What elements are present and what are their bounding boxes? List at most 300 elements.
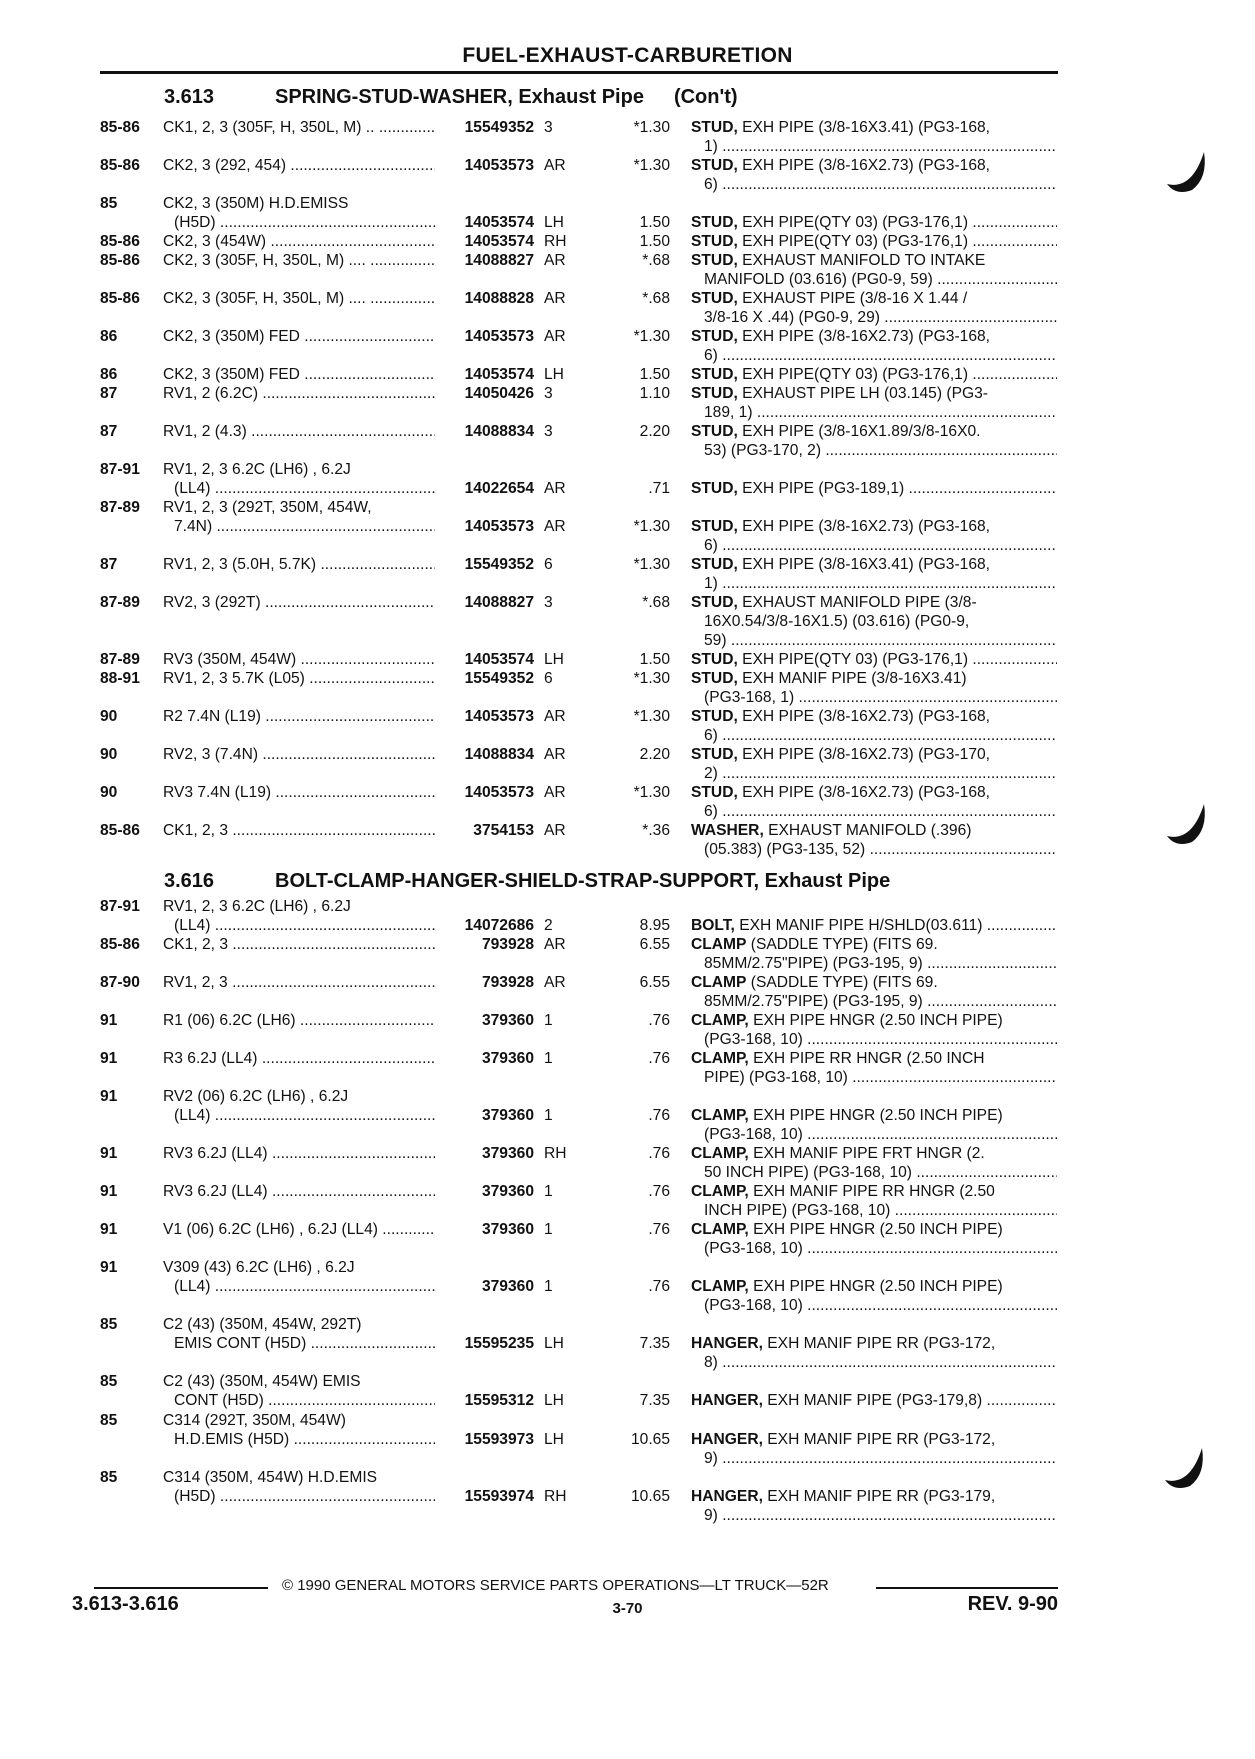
part-description: 50 INCH PIPE) (PG3-168, 10): [704, 1164, 912, 1181]
part-description: 6): [704, 803, 718, 820]
part-name: STUD,: [691, 708, 738, 725]
part-description: EXH PIPE (3/8-16X3.41) (PG3-168,: [742, 556, 991, 573]
application: R2 7.4N (L19) .....: [163, 707, 435, 726]
model-years: 88-91: [100, 670, 140, 687]
part-description: EXHAUST MANIFOLD (.396): [768, 822, 972, 839]
description: [691, 1487, 1057, 1506]
application: RV3 6.2J (LL4) .....: [163, 1182, 435, 1201]
model-years: 85-86: [100, 252, 140, 269]
description: [691, 1277, 1057, 1296]
price: .76: [648, 1145, 670, 1162]
quantity: AR: [544, 708, 566, 725]
description: [691, 1430, 1057, 1449]
description: [691, 213, 1057, 232]
part-description: EXH MANIF PIPE RR (PG3-172,: [767, 1335, 996, 1352]
part-name: CLAMP,: [691, 1221, 749, 1238]
part-description: EXH PIPE (PG3-189,1): [742, 480, 905, 497]
price: 1.50: [639, 233, 670, 250]
price: 7.35: [639, 1335, 670, 1352]
footer-rule-right: [876, 1587, 1058, 1589]
part-description: (PG3-168, 10): [704, 1126, 803, 1143]
binder-mark-icon: [1160, 1444, 1210, 1494]
description: [691, 669, 1057, 688]
model-years: 85: [100, 1316, 118, 1333]
quantity: RH: [544, 1145, 567, 1162]
part-name: STUD,: [691, 328, 738, 345]
part-number: 14088827: [464, 594, 534, 611]
part-description: 6): [704, 176, 718, 193]
description: [704, 403, 1057, 422]
description: [704, 308, 1057, 327]
part-number: 14053573: [464, 784, 534, 801]
part-description: 85MM/2.75"PIPE) (PG3-195, 9): [704, 955, 923, 972]
description: [691, 707, 1057, 726]
description: [691, 232, 1057, 251]
application: RV3 7.4N (L19) .....: [163, 783, 435, 802]
part-description: EXH MANIF PIPE (3/8-16X3.41): [742, 670, 967, 687]
model-years: 85: [100, 195, 118, 212]
price: .76: [648, 1221, 670, 1238]
part-description: 8): [704, 1354, 718, 1371]
price: 2.20: [639, 423, 670, 440]
part-description: EXHAUST MANIFOLD PIPE (3/8-: [742, 594, 977, 611]
part-name: STUD,: [691, 480, 738, 497]
model-years: 87-89: [100, 651, 140, 668]
model-years: 91: [100, 1088, 118, 1105]
description: [691, 251, 1057, 270]
part-number: 14053573: [464, 157, 534, 174]
part-name: STUD,: [691, 252, 738, 269]
quantity: AR: [544, 290, 566, 307]
quantity: AR: [544, 157, 566, 174]
part-name: CLAMP,: [691, 1278, 749, 1295]
model-years: 87: [100, 556, 118, 573]
part-name: CLAMP: [691, 936, 747, 953]
application: RV1, 2, 3 6.2C (LH6) , 6.2J: [163, 461, 351, 478]
model-years: 91: [100, 1012, 118, 1029]
description: [691, 422, 1057, 441]
section-heading-3-613: [164, 86, 738, 109]
part-number: 14088834: [464, 423, 534, 440]
part-name: STUD,: [691, 233, 738, 250]
part-name: STUD,: [691, 119, 738, 136]
description: [704, 1125, 1057, 1144]
description: [704, 270, 1057, 289]
description: [704, 1030, 1057, 1049]
part-description: EXH PIPE HNGR (2.50 INCH PIPE): [753, 1012, 1003, 1029]
description: [704, 726, 1057, 745]
quantity: LH: [544, 1431, 564, 1448]
quantity: AR: [544, 936, 566, 953]
part-description: EXHAUST PIPE LH (03.145) (PG3-: [742, 385, 988, 402]
application: (H5D) .....: [174, 213, 435, 232]
description: [691, 1220, 1057, 1239]
price: 1.50: [639, 651, 670, 668]
price: *.68: [642, 290, 670, 307]
binder-mark-icon: [1162, 148, 1212, 198]
application: C2 (43) (350M, 454W) EMIS: [163, 1373, 361, 1390]
model-years: 87-91: [100, 898, 140, 915]
description: [691, 1106, 1057, 1125]
model-years: 90: [100, 708, 118, 725]
quantity: 2: [544, 917, 553, 934]
quantity: AR: [544, 480, 566, 497]
quantity: 3: [544, 423, 553, 440]
part-number: 14088834: [464, 746, 534, 763]
description: [704, 840, 1057, 859]
application: (LL4) .....: [174, 916, 435, 935]
price: 1.50: [639, 366, 670, 383]
model-years: 85-86: [100, 936, 140, 953]
description: [704, 346, 1057, 365]
model-years: 86: [100, 366, 118, 383]
application: RV2, 3 (7.4N) .....: [163, 745, 435, 764]
application: RV2 (06) 6.2C (LH6) , 6.2J: [163, 1088, 349, 1105]
part-number: 3754153: [473, 822, 534, 839]
application: RV3 (350M, 454W) .....: [163, 650, 435, 669]
part-number: 14088828: [464, 290, 534, 307]
description: [691, 650, 1057, 669]
part-description: EXHAUST PIPE (3/8-16 X 1.44 /: [742, 290, 968, 307]
price: *1.30: [633, 518, 670, 535]
quantity: RH: [544, 1488, 567, 1505]
part-description: 85MM/2.75"PIPE) (PG3-195, 9): [704, 993, 923, 1010]
part-number: 379360: [481, 1183, 534, 1200]
model-years: 91: [100, 1145, 118, 1162]
price: *.36: [642, 822, 670, 839]
part-name: HANGER,: [691, 1488, 763, 1505]
price: *.68: [642, 252, 670, 269]
description: [691, 555, 1057, 574]
description: [704, 1449, 1057, 1468]
part-description: 1): [704, 138, 718, 155]
model-years: 91: [100, 1259, 118, 1276]
part-description: (PG3-168, 10): [704, 1240, 803, 1257]
part-description: 6): [704, 347, 718, 364]
part-description: EXH PIPE(QTY 03) (PG3-176,1): [742, 233, 969, 250]
application: RV1, 2, 3 .....: [163, 973, 435, 992]
part-description: (PG3-168, 10): [704, 1297, 803, 1314]
part-name: CLAMP,: [691, 1107, 749, 1124]
application: (LL4) .....: [174, 1106, 435, 1125]
part-number: 379360: [481, 1107, 534, 1124]
part-name: STUD,: [691, 214, 738, 231]
price: .76: [648, 1278, 670, 1295]
part-number: 14053574: [464, 651, 534, 668]
part-number: 379360: [481, 1012, 534, 1029]
model-years: 87: [100, 385, 118, 402]
part-number: 14053573: [464, 708, 534, 725]
quantity: AR: [544, 746, 566, 763]
section-number: 3.616: [164, 870, 215, 892]
part-name: STUD,: [691, 157, 738, 174]
part-name: BOLT,: [691, 917, 735, 934]
description: [691, 1144, 1057, 1163]
price: 1.50: [639, 214, 670, 231]
price: .76: [648, 1107, 670, 1124]
part-description: EXH PIPE HNGR (2.50 INCH PIPE): [753, 1278, 1003, 1295]
price: 8.95: [639, 917, 670, 934]
application: V309 (43) 6.2C (LH6) , 6.2J: [163, 1259, 355, 1276]
part-name: STUD,: [691, 423, 738, 440]
part-description: 9): [704, 1507, 718, 1524]
description: [704, 137, 1057, 156]
part-number: 14053574: [464, 214, 534, 231]
quantity: 1: [544, 1278, 553, 1295]
top-rule: [100, 71, 1058, 74]
part-description: EXH PIPE(QTY 03) (PG3-176,1): [742, 366, 969, 383]
description: [691, 156, 1057, 175]
quantity: LH: [544, 651, 564, 668]
model-years: 87-89: [100, 499, 140, 516]
part-description: EXH MANIF PIPE RR (PG3-172,: [767, 1431, 996, 1448]
section-continued: (Con't): [673, 86, 738, 108]
quantity: AR: [544, 252, 566, 269]
part-number: 15593973: [464, 1431, 534, 1448]
application: EMIS CONT (H5D) .....: [174, 1334, 435, 1353]
part-name: STUD,: [691, 746, 738, 763]
quantity: 3: [544, 119, 553, 136]
part-description: 16X0.54/3/8-16X1.5) (03.616) (PG0-9,: [704, 613, 970, 630]
part-number: 14088827: [464, 252, 534, 269]
quantity: LH: [544, 214, 564, 231]
description: [704, 1068, 1057, 1087]
description: [704, 574, 1057, 593]
description: [691, 289, 1057, 308]
part-number: 14053574: [464, 366, 534, 383]
part-description: EXH PIPE (3/8-16X2.73) (PG3-170,: [742, 746, 991, 763]
footer-section-range: 3.613-3.616: [72, 1593, 179, 1615]
price: 10.65: [630, 1431, 670, 1448]
price: *1.30: [633, 556, 670, 573]
part-name: CLAMP: [691, 974, 747, 991]
part-name: CLAMP,: [691, 1012, 749, 1029]
price: 7.35: [639, 1392, 670, 1409]
part-name: STUD,: [691, 290, 738, 307]
description: [691, 517, 1057, 536]
model-years: 87: [100, 423, 118, 440]
application: RV1, 2 (6.2C) .....: [163, 384, 435, 403]
application: H.D.EMIS (H5D) .....: [174, 1430, 435, 1449]
application: RV2, 3 (292T) .....: [163, 593, 435, 612]
application: V1 (06) 6.2C (LH6) , 6.2J (LL4) .....: [163, 1220, 435, 1239]
description: [691, 1334, 1057, 1353]
part-name: CLAMP,: [691, 1183, 749, 1200]
part-description: EXH PIPE(QTY 03) (PG3-176,1): [742, 214, 969, 231]
part-number: 379360: [481, 1221, 534, 1238]
price: 1.10: [639, 385, 670, 402]
application: (H5D) .....: [174, 1487, 435, 1506]
price: *.68: [642, 594, 670, 611]
description: [704, 1506, 1057, 1525]
application: R1 (06) 6.2C (LH6) .....: [163, 1011, 435, 1030]
description: [691, 327, 1057, 346]
quantity: RH: [544, 233, 567, 250]
part-description: EXH PIPE (3/8-16X2.73) (PG3-168,: [742, 518, 991, 535]
part-description: (SADDLE TYPE) (FITS 69.: [750, 974, 938, 991]
section-title: SPRING-STUD-WASHER, Exhaust Pipe: [275, 86, 644, 108]
part-description: 189, 1): [704, 404, 753, 421]
quantity: AR: [544, 784, 566, 801]
model-years: 91: [100, 1221, 118, 1238]
section-title: BOLT-CLAMP-HANGER-SHIELD-STRAP-SUPPORT, Exhaust Pipe: [275, 870, 891, 892]
part-name: STUD,: [691, 385, 738, 402]
price: *1.30: [633, 157, 670, 174]
section-heading-3-616: [164, 870, 890, 893]
model-years: 85: [100, 1373, 118, 1390]
part-description: EXH PIPE (3/8-16X2.73) (PG3-168,: [742, 708, 991, 725]
part-number: 14053574: [464, 233, 534, 250]
quantity: 6: [544, 670, 553, 687]
part-number: 14053573: [464, 328, 534, 345]
price: *1.30: [633, 708, 670, 725]
application: CK2, 3 (305F, H, 350L, M) .... .....: [163, 289, 435, 308]
description: [704, 1239, 1057, 1258]
part-number: 14072686: [464, 917, 534, 934]
part-description: EXH PIPE(QTY 03) (PG3-176,1): [742, 651, 969, 668]
part-description: EXH MANIF PIPE H/SHLD(03.611): [739, 917, 983, 934]
quantity: 6: [544, 556, 553, 573]
quantity: 1: [544, 1050, 553, 1067]
description: [704, 536, 1057, 555]
section-number: 3.613: [164, 86, 215, 108]
application: 7.4N) .....: [174, 517, 435, 536]
description: [691, 783, 1057, 802]
model-years: 87-90: [100, 974, 140, 991]
description: [691, 821, 1057, 840]
part-name: CLAMP,: [691, 1145, 749, 1162]
description: [691, 365, 1057, 384]
price: 6.55: [639, 974, 670, 991]
quantity: AR: [544, 518, 566, 535]
model-years: 85: [100, 1469, 118, 1486]
part-description: 3/8-16 X .44) (PG0-9, 29): [704, 309, 880, 326]
quantity: 1: [544, 1183, 553, 1200]
part-description: 53) (PG3-170, 2): [704, 442, 822, 459]
application: CK2, 3 (350M) H.D.EMISS: [163, 195, 349, 212]
price: *1.30: [633, 328, 670, 345]
part-description: (PG3-168, 10): [704, 1031, 803, 1048]
price: *1.30: [633, 784, 670, 801]
part-description: EXH MANIF PIPE (PG3-179,8): [767, 1392, 983, 1409]
part-name: STUD,: [691, 670, 738, 687]
part-description: EXH PIPE (3/8-16X3.41) (PG3-168,: [742, 119, 991, 136]
model-years: 85-86: [100, 119, 140, 136]
part-number: 14022654: [464, 480, 534, 497]
application: CK2, 3 (292, 454) .....: [163, 156, 435, 175]
application: (LL4) .....: [174, 479, 435, 498]
price: 2.20: [639, 746, 670, 763]
part-description: EXHAUST MANIFOLD TO INTAKE: [742, 252, 986, 269]
part-name: STUD,: [691, 366, 738, 383]
description: [704, 631, 1057, 650]
description: [704, 441, 1057, 460]
quantity: 1: [544, 1221, 553, 1238]
part-name: CLAMP,: [691, 1050, 749, 1067]
description: [691, 118, 1057, 137]
description: [704, 802, 1057, 821]
model-years: 86: [100, 328, 118, 345]
description: [704, 1296, 1057, 1315]
application: RV1, 2, 3 (292T, 350M, 454W,: [163, 499, 372, 516]
quantity: LH: [544, 1392, 564, 1409]
part-description: EXH PIPE (3/8-16X1.89/3/8-16X0.: [742, 423, 981, 440]
price: *1.30: [633, 670, 670, 687]
model-years: 85-86: [100, 157, 140, 174]
quantity: LH: [544, 366, 564, 383]
part-name: HANGER,: [691, 1431, 763, 1448]
description: [704, 1163, 1057, 1182]
quantity: AR: [544, 822, 566, 839]
part-number: 15595235: [464, 1335, 534, 1352]
part-description: EXH MANIF PIPE FRT HNGR (2.: [753, 1145, 985, 1162]
application: RV1, 2, 3 5.7K (L05) .....: [163, 669, 435, 688]
part-description: EXH PIPE HNGR (2.50 INCH PIPE): [753, 1221, 1003, 1238]
model-years: 85: [100, 1412, 118, 1429]
application: CK2, 3 (350M) FED .....: [163, 327, 435, 346]
part-description: PIPE) (PG3-168, 10): [704, 1069, 848, 1086]
footer-copyright: © 1990 GENERAL MOTORS SERVICE PARTS OPERATIONS—LT TRUCK—52R: [282, 1577, 829, 1594]
model-years: 91: [100, 1183, 118, 1200]
description: [691, 973, 1057, 992]
footer-page-number: 3-70: [612, 1600, 643, 1617]
part-number: 793928: [481, 974, 534, 991]
price: .76: [648, 1183, 670, 1200]
quantity: 3: [544, 594, 553, 611]
part-number: 379360: [481, 1050, 534, 1067]
part-description: (05.383) (PG3-135, 52): [704, 841, 866, 858]
part-description: EXH PIPE (3/8-16X2.73) (PG3-168,: [742, 328, 991, 345]
quantity: AR: [544, 974, 566, 991]
part-number: 14050426: [464, 385, 534, 402]
part-name: STUD,: [691, 651, 738, 668]
quantity: AR: [544, 328, 566, 345]
quantity: 1: [544, 1107, 553, 1124]
description: [691, 745, 1057, 764]
part-description: 59): [704, 632, 727, 649]
price: .71: [648, 480, 670, 497]
part-description: EXH PIPE HNGR (2.50 INCH PIPE): [753, 1107, 1003, 1124]
description: [704, 992, 1057, 1011]
description: [691, 593, 1057, 612]
part-number: 14053573: [464, 518, 534, 535]
model-years: 85-86: [100, 233, 140, 250]
quantity: 1: [544, 1012, 553, 1029]
model-years: 85-86: [100, 290, 140, 307]
part-name: HANGER,: [691, 1335, 763, 1352]
application: RV1, 2, 3 6.2C (LH6) , 6.2J: [163, 898, 351, 915]
price: .76: [648, 1050, 670, 1067]
page-title: FUEL-EXHAUST-CARBURETION: [462, 44, 793, 67]
price: 6.55: [639, 936, 670, 953]
description: [704, 175, 1057, 194]
description: [691, 384, 1057, 403]
application: CK2, 3 (305F, H, 350L, M) .... .....: [163, 251, 435, 270]
part-name: STUD,: [691, 594, 738, 611]
description: [704, 1353, 1057, 1372]
part-number: 379360: [481, 1278, 534, 1295]
part-name: WASHER,: [691, 822, 764, 839]
application: C2 (43) (350M, 454W, 292T): [163, 1316, 362, 1333]
part-description: EXH MANIF PIPE RR HNGR (2.50: [753, 1183, 995, 1200]
part-number: 793928: [481, 936, 534, 953]
part-description: EXH PIPE (3/8-16X2.73) (PG3-168,: [742, 784, 991, 801]
application: CK1, 2, 3 (305F, H, 350L, M) .. .....: [163, 118, 435, 137]
part-description: 9): [704, 1450, 718, 1467]
description: [704, 688, 1057, 707]
model-years: 90: [100, 746, 118, 763]
model-years: 87-89: [100, 594, 140, 611]
